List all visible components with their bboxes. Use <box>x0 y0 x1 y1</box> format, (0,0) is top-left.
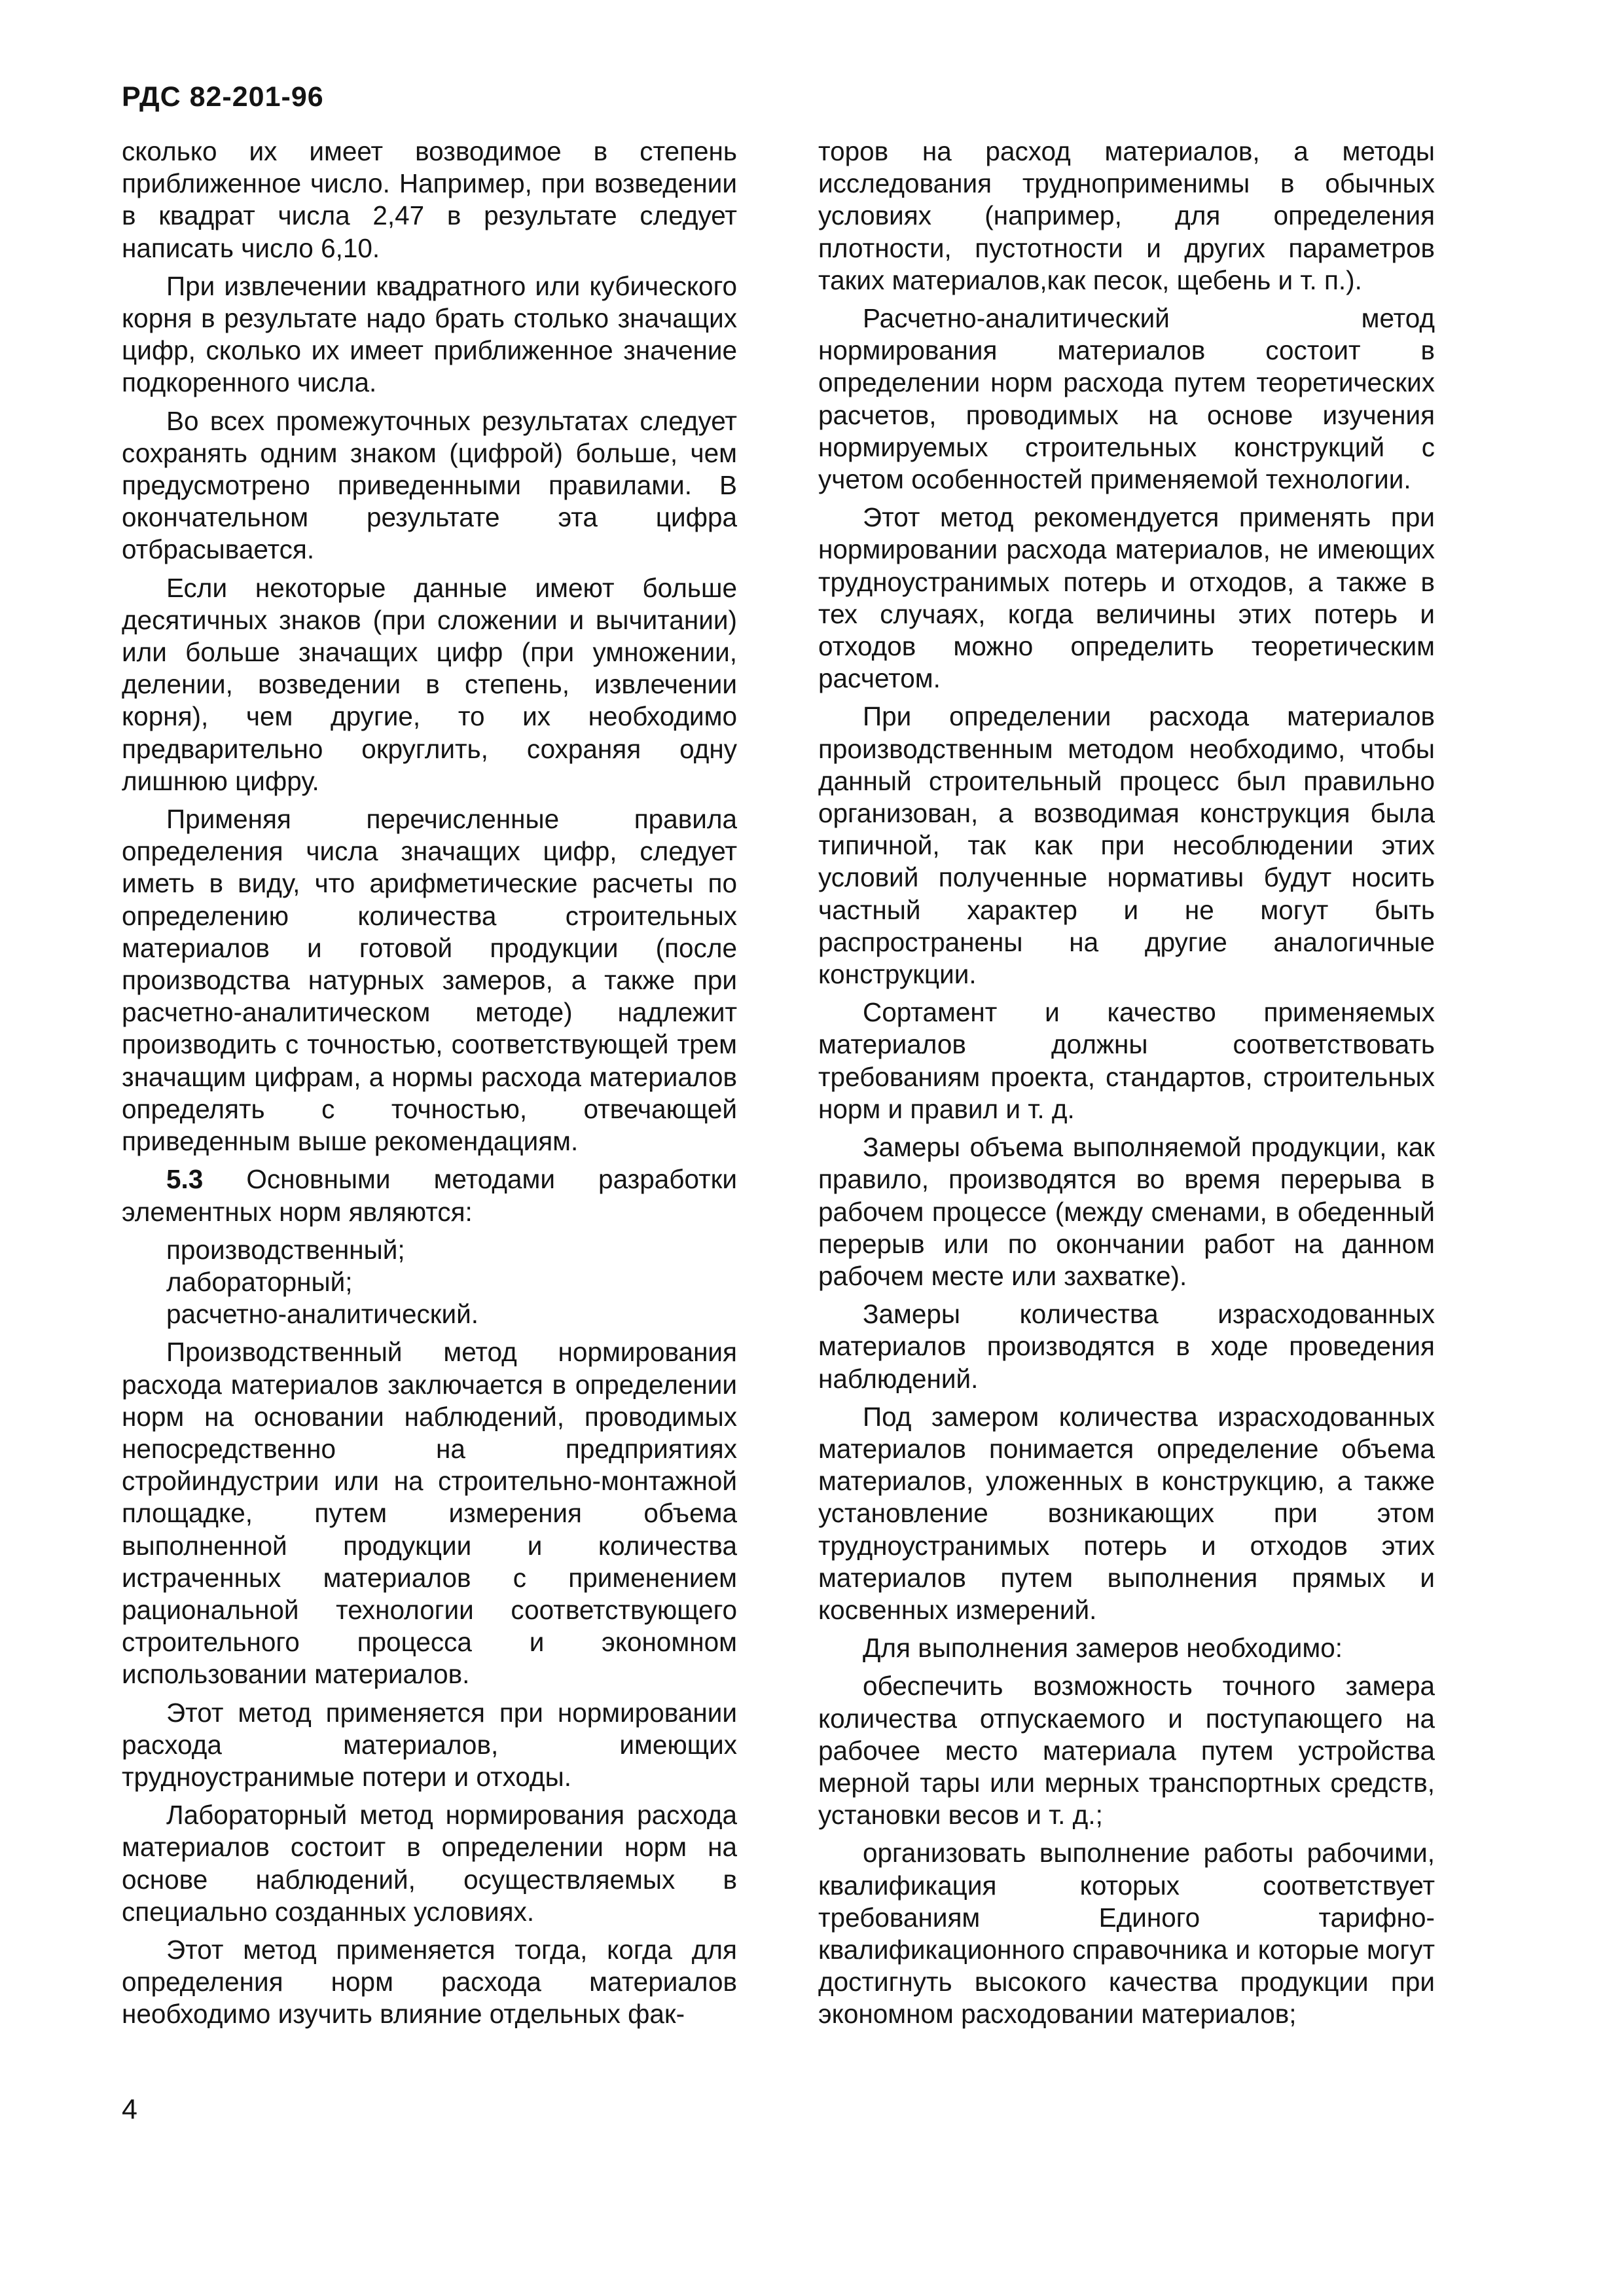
paragraph: Для выполнения замеров необходимо: <box>863 1633 1343 1664</box>
paragraph: Этот метод применяется при нормировании расхода материалов, имеющих трудноустранимые потери и отходы. <box>122 1697 737 1792</box>
paragraph: Применяя перечисленные правила определения числа значащих цифр, следует иметь в виду, что арифметические расчеты по определению количества строительных материалов и готовой продукции (после производства натурных замеров, а также при расчетно-аналитическом методе) надлежит производить с точностью, соответствующей трем значащим цифрам, а нормы расхода материалов определять с точностью, отвечающей приведенным выше рекомендациям. <box>122 804 737 1157</box>
paragraph: Если некоторые данные имеют больше десятичных знаков (при сложении и вычитании) или больше значащих цифр (при умножении, делении, возведении в степень, извлечении корня), чем другие, то их необходимо предварительно округлить, сохраняя одну лишнюю цифру. <box>122 572 737 796</box>
paragraph: Производственный метод нормирования расхода материалов заключается в определении норм на основании наблюдений, проводимых непосредственно на предприятиях стройиндустрии или на строительно-монтажной площадке, путем измерения объема выполненной продукции и количества истраченных материалов с применением рациональной технологии соответствующего строительного процесса и экономном использовании материалов. <box>122 1337 737 1690</box>
section-text: Основными методами разработки элементных норм являются: <box>122 1164 737 1227</box>
document-code: РДС 82-201-96 <box>122 81 324 113</box>
paragraph: сколько их имеет возводимое в степень приближенное число. Например, при возведении в квадрат числа 2,47 в результате следует написать число 6,10. <box>122 136 737 263</box>
paragraph: торов на расход материалов, а методы исследования трудноприменимы в обычных условиях (например, для определения плотности, пустотности и других параметров таких материалов,как песок, щебень и т. п.). <box>818 136 1435 295</box>
paragraph: Расчетно-аналитический метод нормирования материалов состоит в определении норм расхода путем теоретических расчетов, проводимых на основе изучения нормируемых строительных конструкций с учетом особенностей применяемой технологии. <box>818 303 1435 495</box>
right-column <box>818 136 1435 2037</box>
paragraph: При определении расхода материалов производственным методом необходимо, чтобы данный строительный процесс был правильно организован, а возводимая конструкция была типичной, так как при несоблюдении этих условий полученные нормативы будут носить частный характер и не могут быть распространены на другие аналогичные конструкции. <box>818 701 1435 990</box>
paragraph: Этот метод применяется тогда, когда для определения норм расхода материалов необходимо изучить влияние отдельных фак- <box>122 1934 737 2030</box>
left-column <box>122 136 737 2037</box>
method-item-production: производственный; <box>166 1234 405 1265</box>
paragraph: Этот метод рекомендуется применять при нормировании расхода материалов, не имеющих трудноустранимых потерь и отходов, а также в тех случаях, когда величины этих потерь и отходов можно определить теоретическим расчетом. <box>818 502 1435 694</box>
paragraph: Лабораторный метод нормирования расхода материалов состоит в определении норм на основе наблюдений, осуществляемых в специально созданных условиях. <box>122 1800 737 1927</box>
paragraph: Под замером количества израсходованных материалов понимается определение объема материалов, уложенных в конструкцию, а также установление возникающих при этом трудноустранимых потерь и отходов этих материалов путем выполнения прямых и косвенных измерений. <box>818 1401 1435 1625</box>
section-5-3-paragraph <box>122 1163 737 1228</box>
paragraph: Сортамент и качество применяемых материалов должны соответствовать требованиям проекта, стандартов, строительных норм и правил и т. д. <box>818 997 1435 1124</box>
paragraph: Замеры объема выполняемой продукции, как правило, производятся во время перерыва в рабочем процессе (между сменами, в обеденный перерыв или по окончании работ на данном рабочем месте или захватке). <box>818 1132 1435 1291</box>
paragraph: Замеры количества израсходованных материалов производятся в ходе проведения наблюдений. <box>818 1299 1435 1394</box>
paragraph: обеспечить возможность точного замера количества отпускаемого и поступающего на рабочее место материала путем устройства мерной тары или мерных транспортных средств, установки весов и т. д.; <box>818 1671 1435 1831</box>
page-number: 4 <box>122 2094 137 2125</box>
paragraph: организовать выполнение работы рабочими, квалификация которых соответствует требованиям Единого тарифно-квалификационного справочника и которые могут достигнуть высокого качества продукции при экономном расходовании материалов; <box>818 1838 1435 2030</box>
paragraph: Во всех промежуточных результатах следует сохранять одним знаком (цифрой) больше, чем предусмотрено приведенными правилами. В окончательном результате эта цифра отбрасывается. <box>122 405 737 565</box>
paragraph: При извлечении квадратного или кубического корня в результате надо брать столько значащих цифр, сколько их имеет приближенное значение подкоренного числа. <box>122 270 737 398</box>
method-item-laboratory: лабораторный; <box>166 1266 353 1297</box>
method-item-calculation: расчетно-аналитический. <box>166 1299 478 1330</box>
section-number: 5.3 <box>166 1164 204 1195</box>
